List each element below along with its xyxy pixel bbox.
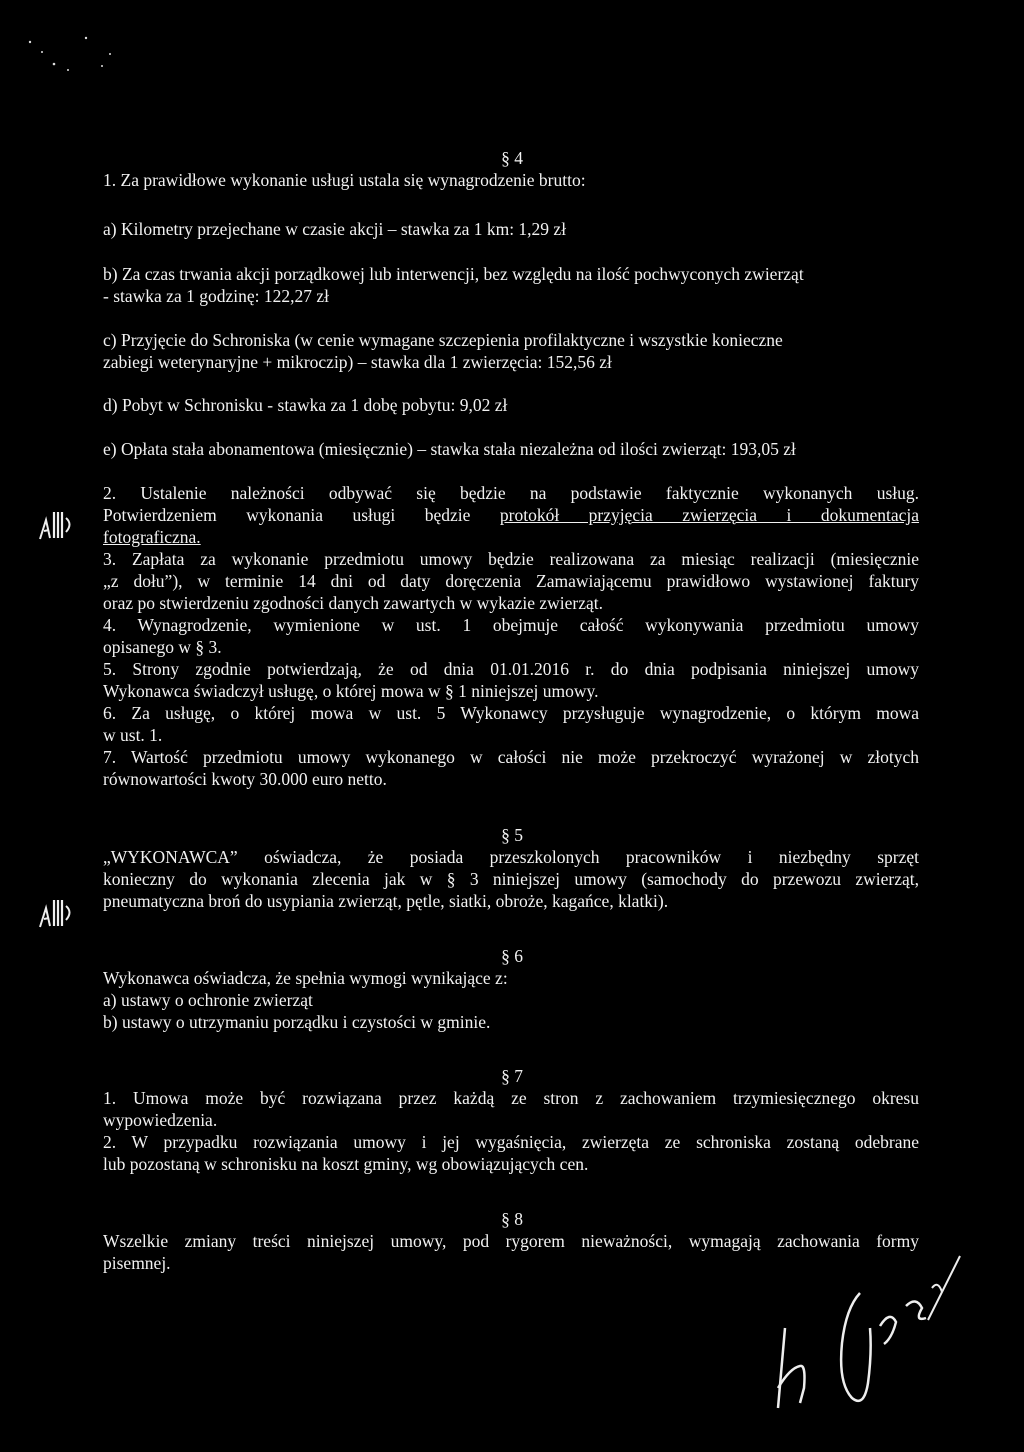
- section-7-heading: § 7: [501, 1066, 523, 1086]
- s6-item-b: b) ustawy o utrzymaniu porządku i czystości w gminie.: [103, 1012, 491, 1032]
- s4-p4-line2: opisanego w § 3.: [103, 637, 222, 657]
- s4-p5-line1: 5. Strony zgodnie potwierdzają, że od dnia 01.01.2016 r. do dnia podpisania niniejszej umowy: [103, 659, 919, 679]
- s4-p4-line1: 4. Wynagrodzenie, wymienione w ust. 1 obejmuje całość wykonywania przedmiotu umowy: [103, 615, 919, 635]
- s4-p6-line2: w ust. 1.: [103, 725, 163, 745]
- s5-line2: konieczny do wykonania zlecenia jak w § 3 niniejszej umowy (samochody do przewozu zwierząt,: [103, 869, 919, 889]
- section-5-heading: § 5: [501, 825, 523, 845]
- s4-item-b-line2: - stawka za 1 godzinę: 122,27 zł: [103, 286, 329, 306]
- section-8-heading: § 8: [501, 1209, 523, 1229]
- s4-p2-line2: [103, 504, 919, 526]
- s8-line1: Wszelkie zmiany treści niniejszej umowy, pod rygorem nieważności, wymagają zachowania formy: [103, 1231, 919, 1251]
- s4-item-e: e) Opłata stała abonamentowa (miesięcznie) – stawka stała niezależna od ilości zwierząt: 193,05 zł: [103, 439, 796, 459]
- s6-item-a: a) ustawy o ochronie zwierząt: [103, 990, 313, 1010]
- s4-p7-line2: równowartości kwoty 30.000 euro netto.: [103, 769, 387, 789]
- s4-p3-line1: 3. Zapłata za wykonanie przedmiotu umowy będzie realizowana za miesiąc realizacji (miesięcznie: [103, 549, 919, 569]
- s4-item-d: d) Pobyt w Schronisku - stawka za 1 dobę pobytu: 9,02 zł: [103, 395, 508, 415]
- signature-icon: [760, 1248, 970, 1418]
- s4-p3-line2: „z dołu”), w terminie 14 dni od daty doręczenia Zamawiającemu prawidłowo wystawionej faktury: [103, 571, 919, 591]
- s7-p2-line2: lub pozostaną w schronisku na koszt gminy, wg obowiązujących cen.: [103, 1154, 589, 1174]
- s4-p2-line2-text: Potwierdzeniem wykonania usługi będzie: [103, 505, 471, 525]
- s8-line2: pisemnej.: [103, 1253, 171, 1273]
- scan-specks-decoration: [24, 24, 124, 84]
- s4-p6-line1: 6. Za usługę, o której mowa w ust. 5 Wykonawcy przysługuje wynagrodzenie, o którym mowa: [103, 703, 919, 723]
- s5-line1: „WYKONAWCA” oświadcza, że posiada przeszkolonych pracowników i niezbędny sprzęt: [103, 847, 919, 867]
- s4-p2-line2-underlined: protokół przyjęcia zwierzęcia i dokumentacja: [499, 505, 920, 525]
- s7-p2-line1: 2. W przypadku rozwiązania umowy i jej wygaśnięcia, zwierzęta ze schroniska zostaną odebrane: [103, 1132, 919, 1152]
- s4-p3-line3: oraz po stwierdzeniu zgodności danych zawartych w wykazie zwierząt.: [103, 593, 603, 613]
- section-4-heading: § 4: [501, 148, 523, 168]
- s5-line3: pneumatyczna broń do usypiania zwierząt, pętle, siatki, obroże, kagańce, klatki).: [103, 891, 669, 911]
- s4-item-a: a) Kilometry przejechane w czasie akcji – stawka za 1 km: 1,29 zł: [103, 219, 567, 239]
- s4-item-b-line1: b) Za czas trwania akcji porządkowej lub interwencji, bez względu na ilość pochwyconych zwierząt: [103, 264, 804, 284]
- s4-p5-line2: Wykonawca świadczył usługę, o której mowa w § 1 niniejszej umowy.: [103, 681, 599, 701]
- s4-p7-line1: 7. Wartość przedmiotu umowy wykonanego w całości nie może przekroczyć wyrażonej w złotych: [103, 747, 919, 767]
- s4-item-c-line2: zabiegi weterynaryjne + mikroczip) – stawka dla 1 zwierzęcia: 152,56 zł: [103, 352, 612, 372]
- s4-p2-line1: 2. Ustalenie należności odbywać się będzie na podstawie faktycznie wykonanych usług.: [103, 483, 919, 503]
- s6-intro: Wykonawca oświadcza, że spełnia wymogi wynikające z:: [103, 968, 508, 988]
- s4-item-c-line1: c) Przyjęcie do Schroniska (w cenie wymagane szczepienia profilaktyczne i wszystkie konieczne: [103, 330, 783, 350]
- s7-p1-line2: wypowiedzenia.: [103, 1110, 218, 1130]
- s4-intro: 1. Za prawidłowe wykonanie usługi ustala się wynagrodzenie brutto:: [103, 170, 586, 190]
- section-6-heading: § 6: [501, 946, 523, 966]
- s7-p1-line1: 1. Umowa może być rozwiązana przez każdą ze stron z zachowaniem trzymiesięcznego okresu: [103, 1088, 919, 1108]
- initials-stamp-icon: [36, 506, 76, 542]
- s4-p2-line3: fotograficzna.: [103, 527, 201, 547]
- initials-stamp-icon: [36, 894, 76, 930]
